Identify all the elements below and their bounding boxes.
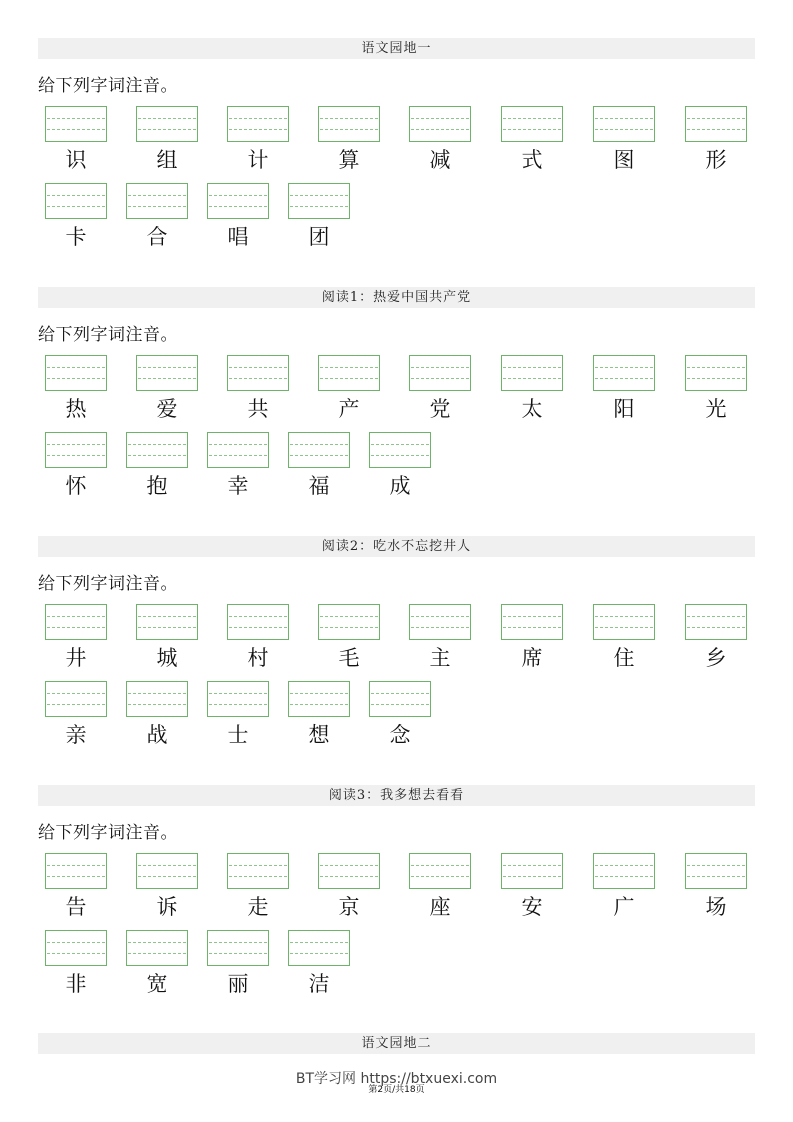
- pinyin-answer-box[interactable]: [318, 853, 380, 889]
- pinyin-guide-line: [503, 616, 561, 617]
- pinyin-guide-line: [47, 378, 105, 379]
- pinyin-guide-line: [687, 876, 745, 877]
- pinyin-guide-line: [229, 378, 287, 379]
- pinyin-guide-line: [320, 865, 378, 866]
- hanzi-character: 场: [705, 895, 727, 919]
- hanzi-character: 热: [65, 397, 87, 421]
- pinyin-answer-box[interactable]: [45, 432, 107, 468]
- pinyin-guide-line: [128, 942, 186, 943]
- pinyin-answer-box[interactable]: [409, 604, 471, 640]
- pinyin-guide-line: [320, 627, 378, 628]
- hanzi-character: 成: [389, 474, 411, 498]
- pinyin-guide-line: [687, 129, 745, 130]
- pinyin-answer-box[interactable]: [136, 604, 198, 640]
- pinyin-answer-box[interactable]: [45, 853, 107, 889]
- pinyin-guide-line: [290, 693, 348, 694]
- pinyin-answer-box[interactable]: [45, 355, 107, 391]
- pinyin-guide-line: [503, 627, 561, 628]
- character-item: [369, 681, 431, 747]
- pinyin-answer-box[interactable]: [227, 355, 289, 391]
- character-item: [45, 853, 107, 919]
- pinyin-guide-line: [138, 129, 196, 130]
- hanzi-character: 席: [521, 646, 543, 670]
- pinyin-guide-line: [290, 195, 348, 196]
- character-item: [288, 681, 350, 747]
- character-item: [685, 853, 747, 919]
- pinyin-guide-line: [595, 876, 653, 877]
- pinyin-answer-box[interactable]: [318, 355, 380, 391]
- pinyin-guide-line: [290, 206, 348, 207]
- pinyin-guide-line: [209, 953, 267, 954]
- pinyin-guide-line: [320, 876, 378, 877]
- pinyin-guide-line: [209, 444, 267, 445]
- pinyin-answer-box[interactable]: [318, 604, 380, 640]
- character-item: [501, 106, 563, 172]
- pinyin-guide-line: [687, 627, 745, 628]
- pinyin-guide-line: [411, 129, 469, 130]
- character-item: [136, 853, 198, 919]
- pinyin-guide-line: [229, 129, 287, 130]
- pinyin-answer-box[interactable]: [369, 681, 431, 717]
- hanzi-character: 福: [308, 474, 330, 498]
- hanzi-character: 告: [65, 895, 87, 919]
- hanzi-character: 乡: [705, 646, 727, 670]
- character-item: [593, 355, 655, 421]
- pinyin-guide-line: [320, 616, 378, 617]
- pinyin-guide-line: [595, 129, 653, 130]
- pinyin-answer-box[interactable]: [207, 183, 269, 219]
- hanzi-character: 减: [429, 148, 451, 172]
- character-item: [207, 681, 269, 747]
- pinyin-answer-box[interactable]: [45, 183, 107, 219]
- character-item: [318, 853, 380, 919]
- instruction-text: 给下列字词注音。: [38, 823, 178, 843]
- hanzi-character: 士: [227, 723, 249, 747]
- next-section-title-banner: 语文园地二: [38, 1033, 755, 1054]
- hanzi-character: 宽: [146, 972, 168, 996]
- hanzi-character: 京: [338, 895, 360, 919]
- instruction-text: 给下列字词注音。: [38, 574, 178, 594]
- pinyin-answer-box[interactable]: [593, 355, 655, 391]
- section-title-banner: 语文园地一: [38, 38, 755, 59]
- pinyin-guide-line: [209, 195, 267, 196]
- character-item: [501, 604, 563, 670]
- pinyin-guide-line: [229, 627, 287, 628]
- hanzi-character: 非: [65, 972, 87, 996]
- pinyin-guide-line: [687, 616, 745, 617]
- hanzi-character: 抱: [146, 474, 168, 498]
- character-item: [409, 853, 471, 919]
- hanzi-character: 幸: [227, 474, 249, 498]
- pinyin-guide-line: [47, 195, 105, 196]
- pinyin-answer-box[interactable]: [45, 681, 107, 717]
- character-item: [288, 183, 350, 249]
- character-item: [318, 106, 380, 172]
- pinyin-answer-box[interactable]: [207, 681, 269, 717]
- character-item: [685, 355, 747, 421]
- pinyin-answer-box[interactable]: [685, 355, 747, 391]
- pinyin-guide-line: [128, 693, 186, 694]
- pinyin-answer-box[interactable]: [501, 106, 563, 142]
- character-item: [409, 106, 471, 172]
- pinyin-guide-line: [138, 865, 196, 866]
- character-item: [126, 432, 188, 498]
- pinyin-guide-line: [290, 444, 348, 445]
- pinyin-guide-line: [229, 118, 287, 119]
- hanzi-character: 图: [613, 148, 635, 172]
- character-item: [207, 183, 269, 249]
- character-item: [126, 681, 188, 747]
- hanzi-character: 城: [156, 646, 178, 670]
- character-item: [227, 106, 289, 172]
- pinyin-guide-line: [320, 118, 378, 119]
- pinyin-guide-line: [595, 627, 653, 628]
- pinyin-guide-line: [229, 616, 287, 617]
- character-item: [45, 355, 107, 421]
- character-item: [45, 432, 107, 498]
- hanzi-character: 党: [429, 397, 451, 421]
- pinyin-guide-line: [595, 865, 653, 866]
- pinyin-guide-line: [47, 865, 105, 866]
- hanzi-character: 形: [705, 148, 727, 172]
- pinyin-guide-line: [128, 704, 186, 705]
- pinyin-guide-line: [138, 627, 196, 628]
- character-item: [45, 183, 107, 249]
- pinyin-guide-line: [47, 953, 105, 954]
- section-title-banner: 阅读3：我多想去看看: [38, 785, 755, 806]
- pinyin-guide-line: [128, 953, 186, 954]
- pinyin-guide-line: [371, 455, 429, 456]
- pinyin-guide-line: [595, 367, 653, 368]
- hanzi-character: 战: [146, 723, 168, 747]
- hanzi-character: 诉: [156, 895, 178, 919]
- pinyin-answer-box[interactable]: [593, 106, 655, 142]
- pinyin-guide-line: [503, 865, 561, 866]
- section-title-banner: 阅读1：热爱中国共产党: [38, 287, 755, 308]
- character-item: [593, 853, 655, 919]
- pinyin-answer-box[interactable]: [207, 432, 269, 468]
- pinyin-guide-line: [128, 195, 186, 196]
- character-item: [227, 853, 289, 919]
- pinyin-answer-box[interactable]: [227, 106, 289, 142]
- instruction-text: 给下列字词注音。: [38, 325, 178, 345]
- hanzi-character: 合: [146, 225, 168, 249]
- pinyin-guide-line: [687, 378, 745, 379]
- hanzi-character: 团: [308, 225, 330, 249]
- pinyin-guide-line: [209, 206, 267, 207]
- pinyin-guide-line: [47, 455, 105, 456]
- pinyin-guide-line: [47, 367, 105, 368]
- pinyin-guide-line: [229, 865, 287, 866]
- pinyin-guide-line: [209, 942, 267, 943]
- pinyin-guide-line: [595, 378, 653, 379]
- hanzi-character: 阳: [613, 397, 635, 421]
- hanzi-character: 村: [247, 646, 269, 670]
- pinyin-answer-box[interactable]: [501, 355, 563, 391]
- character-item: [288, 432, 350, 498]
- pinyin-guide-line: [47, 206, 105, 207]
- pinyin-guide-line: [503, 876, 561, 877]
- pinyin-guide-line: [47, 118, 105, 119]
- character-item: [227, 604, 289, 670]
- pinyin-answer-box[interactable]: [288, 930, 350, 966]
- pinyin-guide-line: [47, 704, 105, 705]
- pinyin-answer-box[interactable]: [593, 853, 655, 889]
- pinyin-guide-line: [138, 876, 196, 877]
- pinyin-guide-line: [320, 367, 378, 368]
- pinyin-guide-line: [209, 704, 267, 705]
- hanzi-character: 走: [247, 895, 269, 919]
- character-item: [207, 930, 269, 996]
- pinyin-guide-line: [290, 455, 348, 456]
- pinyin-guide-line: [209, 693, 267, 694]
- pinyin-guide-line: [371, 444, 429, 445]
- pinyin-answer-box[interactable]: [136, 355, 198, 391]
- pinyin-guide-line: [47, 129, 105, 130]
- pinyin-guide-line: [229, 876, 287, 877]
- pinyin-guide-line: [371, 693, 429, 694]
- pinyin-guide-line: [411, 378, 469, 379]
- pinyin-answer-box[interactable]: [136, 106, 198, 142]
- pinyin-guide-line: [138, 118, 196, 119]
- hanzi-character: 丽: [227, 972, 249, 996]
- hanzi-character: 座: [429, 895, 451, 919]
- pinyin-guide-line: [595, 616, 653, 617]
- character-item: [409, 604, 471, 670]
- hanzi-character: 唱: [227, 225, 249, 249]
- pinyin-guide-line: [411, 367, 469, 368]
- hanzi-character: 爱: [156, 397, 178, 421]
- pinyin-guide-line: [128, 444, 186, 445]
- pinyin-answer-box[interactable]: [409, 106, 471, 142]
- pinyin-guide-line: [209, 455, 267, 456]
- character-item: [409, 355, 471, 421]
- pinyin-guide-line: [138, 378, 196, 379]
- pinyin-answer-box[interactable]: [593, 604, 655, 640]
- hanzi-character: 念: [389, 723, 411, 747]
- pinyin-answer-box[interactable]: [288, 432, 350, 468]
- character-item: [685, 106, 747, 172]
- character-item: [207, 432, 269, 498]
- hanzi-character: 想: [308, 723, 330, 747]
- pinyin-guide-line: [320, 129, 378, 130]
- pinyin-guide-line: [47, 444, 105, 445]
- hanzi-character: 组: [156, 148, 178, 172]
- pinyin-answer-box[interactable]: [227, 604, 289, 640]
- pinyin-guide-line: [290, 942, 348, 943]
- character-item: [136, 355, 198, 421]
- pinyin-guide-line: [411, 865, 469, 866]
- pinyin-guide-line: [411, 616, 469, 617]
- hanzi-character: 井: [65, 646, 87, 670]
- pinyin-guide-line: [138, 616, 196, 617]
- pinyin-answer-box[interactable]: [288, 183, 350, 219]
- character-item: [126, 183, 188, 249]
- pinyin-answer-box[interactable]: [126, 930, 188, 966]
- character-item: [593, 604, 655, 670]
- character-item: [318, 355, 380, 421]
- page-number: 第2页/共18页: [368, 1085, 425, 1095]
- character-item: [126, 930, 188, 996]
- pinyin-guide-line: [47, 616, 105, 617]
- pinyin-answer-box[interactable]: [207, 930, 269, 966]
- pinyin-guide-line: [411, 627, 469, 628]
- hanzi-character: 亲: [65, 723, 87, 747]
- pinyin-answer-box[interactable]: [126, 183, 188, 219]
- pinyin-answer-box[interactable]: [409, 355, 471, 391]
- character-item: [501, 853, 563, 919]
- pinyin-guide-line: [47, 942, 105, 943]
- pinyin-answer-box[interactable]: [45, 604, 107, 640]
- pinyin-guide-line: [503, 378, 561, 379]
- pinyin-guide-line: [595, 118, 653, 119]
- pinyin-guide-line: [687, 865, 745, 866]
- character-item: [685, 604, 747, 670]
- character-item: [501, 355, 563, 421]
- hanzi-character: 毛: [338, 646, 360, 670]
- pinyin-guide-line: [229, 367, 287, 368]
- pinyin-guide-line: [687, 367, 745, 368]
- character-item: [45, 930, 107, 996]
- hanzi-character: 识: [65, 148, 87, 172]
- footer-site-link[interactable]: BT学习网 https://btxuexi.com: [295, 1071, 498, 1087]
- pinyin-answer-box[interactable]: [45, 106, 107, 142]
- hanzi-character: 安: [521, 895, 543, 919]
- character-item: [45, 106, 107, 172]
- pinyin-guide-line: [320, 378, 378, 379]
- character-item: [593, 106, 655, 172]
- section-title-banner: 阅读2：吃水不忘挖井人: [38, 536, 755, 557]
- pinyin-answer-box[interactable]: [501, 853, 563, 889]
- hanzi-character: 式: [521, 148, 543, 172]
- character-item: [369, 432, 431, 498]
- instruction-text: 给下列字词注音。: [38, 76, 178, 96]
- pinyin-guide-line: [128, 455, 186, 456]
- pinyin-answer-box[interactable]: [501, 604, 563, 640]
- pinyin-answer-box[interactable]: [136, 853, 198, 889]
- pinyin-guide-line: [371, 704, 429, 705]
- character-item: [227, 355, 289, 421]
- hanzi-character: 算: [338, 148, 360, 172]
- character-item: [318, 604, 380, 670]
- pinyin-guide-line: [290, 704, 348, 705]
- hanzi-character: 计: [247, 148, 269, 172]
- pinyin-answer-box[interactable]: [45, 930, 107, 966]
- pinyin-guide-line: [411, 876, 469, 877]
- hanzi-character: 光: [705, 397, 727, 421]
- hanzi-character: 住: [613, 646, 635, 670]
- pinyin-answer-box[interactable]: [369, 432, 431, 468]
- hanzi-character: 共: [247, 397, 269, 421]
- pinyin-guide-line: [128, 206, 186, 207]
- character-item: [136, 604, 198, 670]
- pinyin-answer-box[interactable]: [288, 681, 350, 717]
- character-item: [288, 930, 350, 996]
- pinyin-answer-box[interactable]: [318, 106, 380, 142]
- pinyin-guide-line: [47, 876, 105, 877]
- pinyin-answer-box[interactable]: [126, 681, 188, 717]
- pinyin-guide-line: [411, 118, 469, 119]
- pinyin-guide-line: [503, 118, 561, 119]
- character-item: [45, 681, 107, 747]
- hanzi-character: 主: [429, 646, 451, 670]
- pinyin-answer-box[interactable]: [685, 106, 747, 142]
- hanzi-character: 怀: [65, 474, 87, 498]
- pinyin-guide-line: [290, 953, 348, 954]
- pinyin-answer-box[interactable]: [409, 853, 471, 889]
- pinyin-answer-box[interactable]: [685, 604, 747, 640]
- character-item: [136, 106, 198, 172]
- pinyin-guide-line: [47, 627, 105, 628]
- pinyin-guide-line: [503, 367, 561, 368]
- hanzi-character: 产: [338, 397, 360, 421]
- pinyin-guide-line: [687, 118, 745, 119]
- hanzi-character: 太: [521, 397, 543, 421]
- pinyin-guide-line: [503, 129, 561, 130]
- pinyin-answer-box[interactable]: [685, 853, 747, 889]
- character-item: [45, 604, 107, 670]
- hanzi-character: 洁: [308, 972, 330, 996]
- pinyin-guide-line: [138, 367, 196, 368]
- hanzi-character: 卡: [65, 225, 87, 249]
- pinyin-answer-box[interactable]: [126, 432, 188, 468]
- pinyin-guide-line: [47, 693, 105, 694]
- pinyin-answer-box[interactable]: [227, 853, 289, 889]
- hanzi-character: 广: [613, 895, 635, 919]
